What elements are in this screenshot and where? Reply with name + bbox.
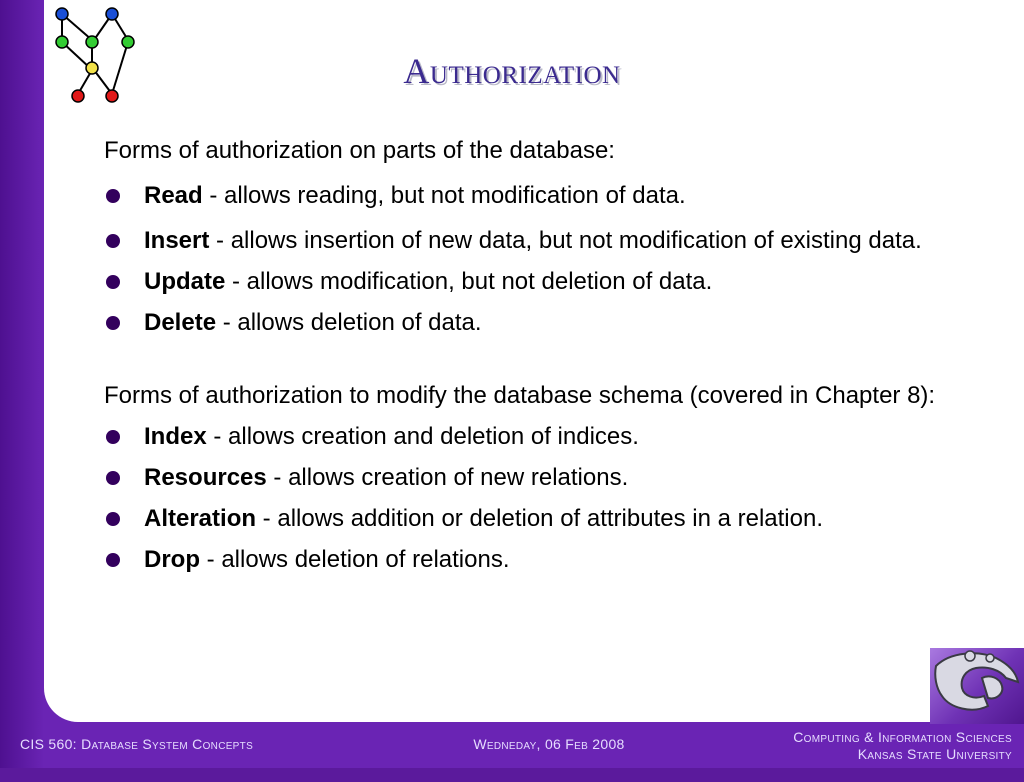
wildcat-logo-icon [930,648,1024,724]
item-term: Update [144,268,226,295]
list-item [104,461,1004,494]
slide-title: Authorization [403,51,621,91]
list-item [104,420,1004,453]
item-desc: - allows reading, but not modification of data. [202,182,686,209]
bullet-icon [106,316,120,330]
footer-dept-line-2: Kansas State University [857,746,1012,762]
bullet-icon [106,189,120,203]
bullet-icon [106,234,120,248]
intro-paragraph-2: Forms of authorization to modify the database schema (covered in Chapter 8): [104,382,936,409]
bullet-icon [106,512,120,526]
footer-department [793,729,1012,775]
footer-date: Wedneday, 06 Feb 2008 [473,736,625,752]
bullet-icon [106,553,120,567]
slide-body [104,134,1004,576]
bullet-icon [106,275,120,289]
item-term: Insert [144,227,210,254]
list-item [104,543,1004,576]
item-term: Alteration [144,505,257,532]
item-desc: - allows deletion of relations. [200,546,510,573]
item-term: Read [144,182,203,209]
footer-course: CIS 560: Database System Concepts [20,736,254,752]
item-term: Delete [144,309,217,336]
item-desc: - allows creation and deletion of indices. [206,423,639,450]
wildcat-logo-shape [930,648,1024,724]
item-desc: - allows insertion of new data, but not modification of existing data. [209,227,922,254]
item-desc: - allows addition or deletion of attributes in a relation. [256,505,824,532]
bullet-icon [106,471,120,485]
intro-paragraph-1: Forms of authorization on parts of the database: [104,137,615,164]
footer-dept-line-1: Computing & Information Sciences [793,729,1012,745]
item-term: Resources [144,464,267,491]
item-term: Index [144,423,207,450]
bullet-icon [106,430,120,444]
list-item [104,306,1004,339]
item-term: Drop [144,546,200,573]
item-desc: - allows creation of new relations. [266,464,629,491]
item-desc: - allows modification, but not deletion of data. [225,268,713,295]
authorization-list-2 [104,420,1004,576]
list-item [104,179,1004,212]
authorization-list-1 [104,179,1004,339]
list-item [104,502,1004,535]
list-item [104,265,1004,298]
list-item [104,224,1004,257]
item-desc: - allows deletion of data. [216,309,482,336]
